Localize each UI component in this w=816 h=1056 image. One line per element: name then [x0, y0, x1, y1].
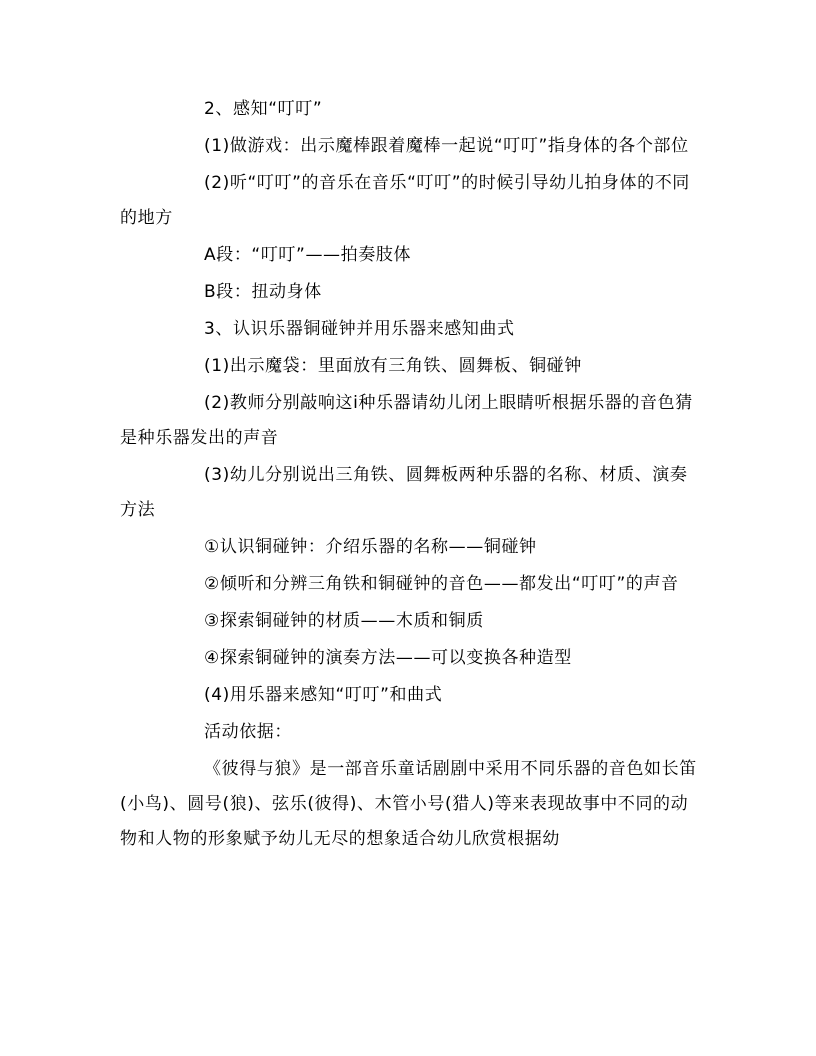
paragraph: ②倾听和分辨三角铁和铜碰钟的音色——都发出“叮叮”的声音 [204, 574, 679, 594]
paragraph: (1)出示魔袋：里面放有三角铁、圆舞板、铜碰钟 [204, 356, 582, 376]
document-body [120, 92, 698, 859]
section-heading-basis: 活动依据： [204, 722, 292, 742]
section-heading-3: 3、认识乐器铜碰钟并用乐器来感知曲式 [204, 319, 515, 339]
paragraph: (2)教师分别敲响这i种乐器请幼儿闭上眼睛听根据乐器的音色猜是种乐器发出的声音 [120, 393, 693, 448]
paragraph: ①认识铜碰钟：介绍乐器的名称——铜碰钟 [204, 537, 537, 557]
paragraph: (3)幼儿分别说出三角铁、圆舞板两种乐器的名称、材质、演奏方法 [120, 465, 688, 520]
paragraph: (4)用乐器来感知“叮叮”和曲式 [204, 685, 443, 705]
paragraph: A段：“叮叮”——拍奏肢体 [204, 245, 412, 265]
paragraph: (2)听“叮叮”的音乐在音乐“叮叮”的时候引导幼儿拍身体的不同的地方 [120, 173, 690, 228]
paragraph: 《彼得与狼》是一部音乐童话剧剧中采用不同乐器的音色如长笛(小鸟)、圆号(狼)、弦乐(彼得)、木管小号(猎人)等来表现故事中不同的动物和人物的形象赋予幼儿无尽的想象适合幼儿欣赏根据幼 [120, 759, 697, 849]
paragraph: B段：扭动身体 [204, 282, 322, 302]
paragraph: ④探索铜碰钟的演奏方法——可以变换各种造型 [204, 648, 572, 668]
paragraph: (1)做游戏：出示魔棒跟着魔棒一起说“叮叮”指身体的各个部位 [204, 136, 689, 156]
section-heading-2: 2、感知“叮叮” [204, 99, 323, 119]
paragraph: ③探索铜碰钟的材质——木质和铜质 [204, 611, 484, 631]
